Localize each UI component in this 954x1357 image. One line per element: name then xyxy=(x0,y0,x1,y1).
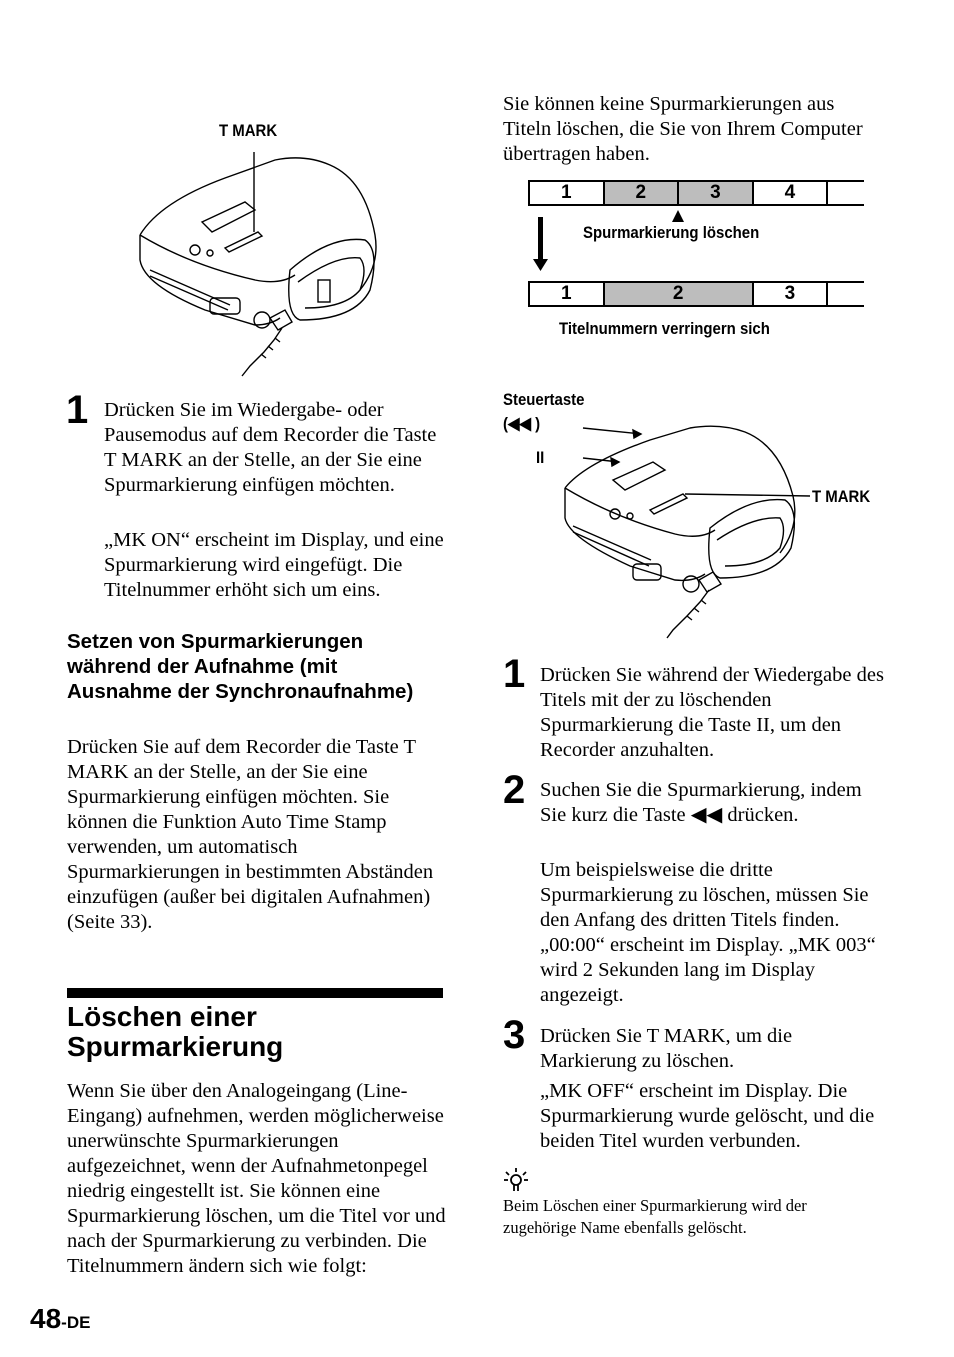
track-cell-empty xyxy=(828,283,864,305)
subheading-recording-marks: Setzen von Spurmarkierungen während der Aufnahme (mit Ausnahme der Synchronaufnahme) xyxy=(67,630,414,703)
page-number xyxy=(30,1303,90,1335)
section-rule xyxy=(67,988,443,998)
pause-button-label: II xyxy=(536,448,545,467)
lightbulb-hint-icon xyxy=(503,1166,529,1194)
track-cell-empty xyxy=(828,182,864,204)
delete-step-1-number: 1 xyxy=(503,652,526,696)
track-cell: 4 xyxy=(754,182,829,204)
track-cell: 1 xyxy=(530,182,605,204)
delete-mark-label: Spurmarkierung löschen xyxy=(583,223,760,242)
track-cell: 3 xyxy=(679,182,754,204)
track-cell: 3 xyxy=(754,283,829,305)
fig1-tmark-label: T MARK xyxy=(219,121,278,140)
fig2-tmark-label: T MARK xyxy=(812,487,871,506)
delete-step-2-number: 2 xyxy=(503,768,526,812)
step-1-number: 1 xyxy=(66,388,89,432)
section-intro: Wenn Sie über den Analogeingang (Line-Eingang) aufnehmen, werden möglicherweise unerwünschte Spurmarkierungen aufgezeichnet, wenn der Aufnahmetonpegel niedrig eingestellt ist. Sie können eine Spurmarkierung löschen, um die Titel vor und nach der Spurmarkierung zu verbinden. Die Titelnummern ändern sich wie folgt: xyxy=(67,1080,446,1277)
control-button-label: Steuertaste xyxy=(503,390,585,409)
down-arrow-icon xyxy=(531,215,551,273)
recorder-illustration-1 xyxy=(130,140,390,380)
page-number-digits: 48 xyxy=(30,1303,62,1334)
delete-step-2-text: Suchen Sie die Spurmarkierung, indem Sie kurz die Taste ◀◀ drücken. xyxy=(540,779,862,826)
computer-tracks-note: Sie können keine Spurmarkierungen aus Titeln löschen, die Sie von Ihrem Computer übertragen haben. xyxy=(503,93,863,165)
recording-marks-paragraph: Drücken Sie auf dem Recorder die Taste T MARK an der Stelle, an der Sie eine Spurmarkierung einfügen möchten. Sie können die Funktion Auto Time Stamp verwenden, um automatisch Spurmarkierungen in bestimmten Abständen einzufügen (außer bei digitalen Aufnahmen) (Seite 33). xyxy=(67,736,434,933)
hint-text: Beim Löschen einer Spurmarkierung wird der zugehörige Name ebenfalls gelöscht. xyxy=(503,1196,807,1237)
delete-step-2-note: Um beispielsweise die dritte Spurmarkierung zu löschen, müssen Sie den Anfang des dritten Titels finden. „00:00“ erscheint im Display. „MK 003“ wird 2 Sekunden lang im Display angezeigt. xyxy=(540,859,876,1006)
prev-button-label: (◀◀ ) xyxy=(503,414,541,433)
delete-step-3-number: 3 xyxy=(503,1013,526,1057)
delete-step-3-text: Drücken Sie T MARK, um die Markierung zu löschen. xyxy=(540,1025,793,1072)
delete-step-3-note: „MK OFF“ erscheint im Display. Die Spurmarkierung wurde gelöscht, und die beiden Titel wurden verbunden. xyxy=(540,1080,875,1152)
delete-step-1-text: Drücken Sie während der Wiedergabe des Titels mit der zu löschenden Spurmarkierung die Taste II, um den Recorder anzuhalten. xyxy=(540,664,884,761)
step-1-note: „MK ON“ erscheint im Display, und eine Spurmarkierung wird eingefügt. Die Titelnummer erhöht sich um eins. xyxy=(104,529,444,601)
recorder-illustration-2 xyxy=(555,418,815,640)
step-1-text: Drücken Sie im Wiedergabe- oder Pausemodus auf dem Recorder die Taste T MARK an der Stelle, an der Sie eine Spurmarkierung einfügen möchten. xyxy=(104,399,437,496)
page-number-suffix: -DE xyxy=(61,1313,91,1332)
track-cell: 1 xyxy=(530,283,605,305)
track-row-before xyxy=(528,180,864,206)
track-cell: 2 xyxy=(605,182,680,204)
track-row-after xyxy=(528,281,864,307)
track-cell: 2 xyxy=(605,283,754,305)
section-title: Löschen einer Spurmarkierung xyxy=(67,1001,284,1062)
track-numbers-label: Titelnummern verringern sich xyxy=(559,319,770,338)
